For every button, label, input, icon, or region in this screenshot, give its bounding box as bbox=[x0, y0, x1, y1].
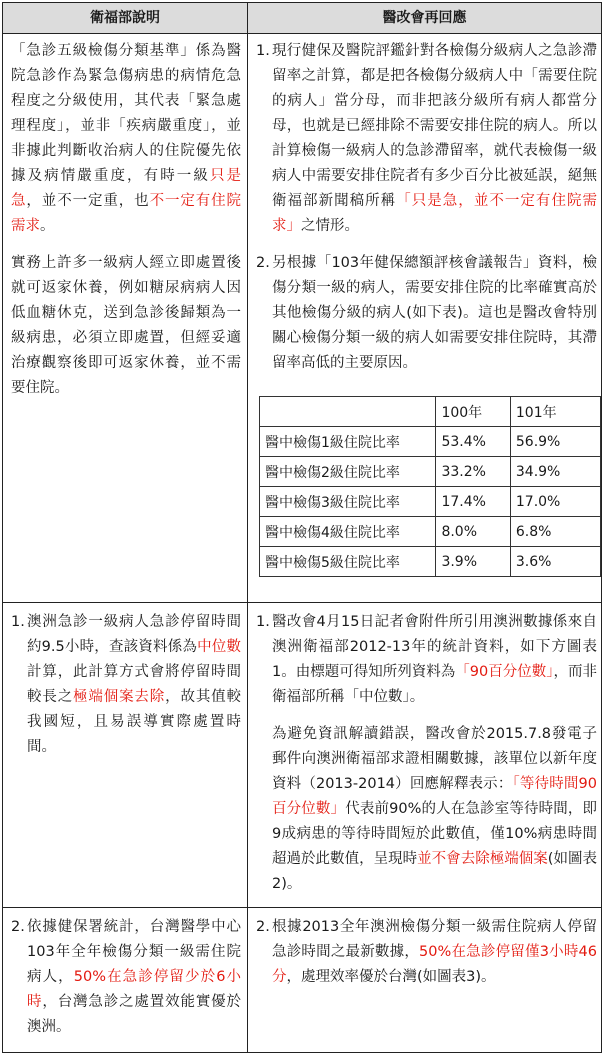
row3-left-cell bbox=[11, 915, 241, 1040]
item-number: 1. bbox=[11, 614, 25, 630]
table-cell: 17.4% bbox=[436, 487, 510, 517]
highlight: 並不會去除極端個案 bbox=[417, 851, 548, 867]
table-row bbox=[260, 487, 601, 517]
comparison-table bbox=[2, 2, 602, 1053]
row1-right-cell bbox=[256, 39, 597, 376]
list-item: 2. 根據2013全年澳洲檢傷分類一級需住院病人停留急診時間之最新數據，50%在急診停留僅3小時46分，處理效率優於台灣(如圖表3)。 bbox=[256, 915, 597, 990]
row1-left-cell bbox=[11, 39, 241, 401]
header-left: 衛福部說明 bbox=[3, 3, 247, 33]
highlight: 「只是急，並不一定有住院需求」 bbox=[272, 193, 598, 234]
highlight: 「90百分位數」 bbox=[455, 664, 554, 680]
table-header-cell: 100年 bbox=[436, 397, 510, 427]
table-cell: 33.2% bbox=[436, 457, 510, 487]
item-number: 1. bbox=[256, 614, 270, 630]
table-cell: 醫中檢傷1級住院比率 bbox=[260, 427, 436, 457]
highlight: 50%在急診停留僅3小時46分 bbox=[272, 944, 597, 985]
row-divider bbox=[3, 907, 601, 908]
header-right: 醫改會再回應 bbox=[248, 3, 601, 33]
highlight: 極端個案去除 bbox=[73, 689, 166, 705]
list-item: 2. 另根據「103年健保總額評核會議報告」資料，檢傷分類一級的病人，需要安排住院的比率確實高於其他檢傷分級的病人(如下表)。這也是醫改會特別關心檢傷分類一級的病人如需要安排住院時，其滯留率高低的主要原因。 bbox=[256, 251, 597, 376]
item-number: 1. bbox=[256, 43, 270, 59]
admission-rate-table bbox=[259, 396, 601, 577]
row-divider bbox=[3, 602, 601, 603]
item-number: 2. bbox=[256, 919, 270, 935]
highlight: 不一定有住院需求 bbox=[11, 193, 242, 234]
table-cell: 34.9% bbox=[510, 457, 600, 487]
table-header-row bbox=[260, 397, 601, 427]
table-cell: 3.6% bbox=[510, 547, 600, 577]
list-item: 1. 現行健保及醫院評鑑針對各檢傷分級病人之急診滯留率之計算，都是把各檢傷分級病人中「需要住院的病人」當分母，而非把該分級所有病人都當分母，也就是已經排除不需要安排住院的病人。所以計算檢傷一級病人的急診滯留率，就代表檢傷一級病人中需要安排住院者有多少百分比被延誤，絕無衛福部新聞稿所稱「只是急，並不一定有住院需求」之情形。 bbox=[256, 39, 597, 239]
table-cell: 17.0% bbox=[510, 487, 600, 517]
table-cell: 醫中檢傷4級住院比率 bbox=[260, 517, 436, 547]
table-row bbox=[260, 427, 601, 457]
highlight: 50%在急診停留少於6小時 bbox=[27, 969, 242, 1010]
list-item: 2. 依據健保署統計，台灣醫學中心103年全年檢傷分類一級需住院病人，50%在急診停留少於6小時，台灣急診之處置效能實優於澳洲。 bbox=[11, 915, 241, 1040]
table-header-cell: 101年 bbox=[510, 397, 600, 427]
highlight: 中位數 bbox=[197, 639, 241, 655]
list-item: 1. 澳洲急診一級病人急診停留時間約9.5小時，查該資料係為中位數計算，此計算方式會將停留時間較長之極端個案去除，故其值較我國短，且易誤導實際處置時間。 bbox=[11, 610, 241, 760]
paragraph: 為避免資訊解讀錯誤，醫改會於2015.7.8發電子郵件向澳洲衛福部求證相關數據，該單位以新年度資料（2013-2014）回應解釋表示：「等待時間90百分位數」代表前90%的人在急診室等待時間，即9成病患的等待時間短於此數值，僅10%病患時間超過於此數值，呈現時並不會去除極端個案(如圖表2)。 bbox=[272, 726, 598, 892]
table-cell: 56.9% bbox=[510, 427, 600, 457]
row3-right-cell bbox=[256, 915, 597, 990]
table-row bbox=[260, 517, 601, 547]
row2-right-cell bbox=[256, 610, 597, 897]
table-cell: 醫中檢傷5級住院比率 bbox=[260, 547, 436, 577]
table-cell: 3.9% bbox=[436, 547, 510, 577]
table-cell: 53.4% bbox=[436, 427, 510, 457]
highlight: 「等待時間90百分位數」 bbox=[272, 776, 597, 817]
table-cell: 醫中檢傷2級住院比率 bbox=[260, 457, 436, 487]
paragraph: 「急診五級檢傷分類基準」係為醫院急診作為緊急傷病患的病情危急程度之分級使用，其代表「緊急處理程度」，並非「疾病嚴重度」，並非據此判斷收治病人的住院優先依據及病情嚴重度，有時一級只是急，並不一定重，也不一定有住院需求。 bbox=[11, 43, 242, 234]
column-divider bbox=[247, 3, 248, 1052]
list-item: 1. 醫改會4月15日記者會附件所引用澳洲數據係來自澳洲衛福部2012-13年的統計資料，如下方圖表1。由標題可得知所列資料為「90百分位數」，而非衛福部所稱「中位數」。 bbox=[256, 610, 597, 710]
row-divider bbox=[3, 33, 601, 34]
table-row bbox=[260, 547, 601, 577]
item-number: 2. bbox=[256, 255, 270, 271]
table-cell: 6.8% bbox=[510, 517, 600, 547]
item-number: 2. bbox=[11, 919, 25, 935]
table-cell: 醫中檢傷3級住院比率 bbox=[260, 487, 436, 517]
paragraph: 實務上許多一級病人經立即處置後就可返家休養，例如糖尿病病人因低血糖休克，送到急診後歸類為一級病患，必須立即處置，但經妥適治療觀察後即可返家休養，並不需要住院。 bbox=[11, 255, 241, 396]
row2-left-cell bbox=[11, 610, 241, 760]
table-row bbox=[260, 457, 601, 487]
table-cell: 8.0% bbox=[436, 517, 510, 547]
table-header-cell bbox=[260, 397, 436, 427]
highlight: 只是急 bbox=[11, 168, 242, 209]
